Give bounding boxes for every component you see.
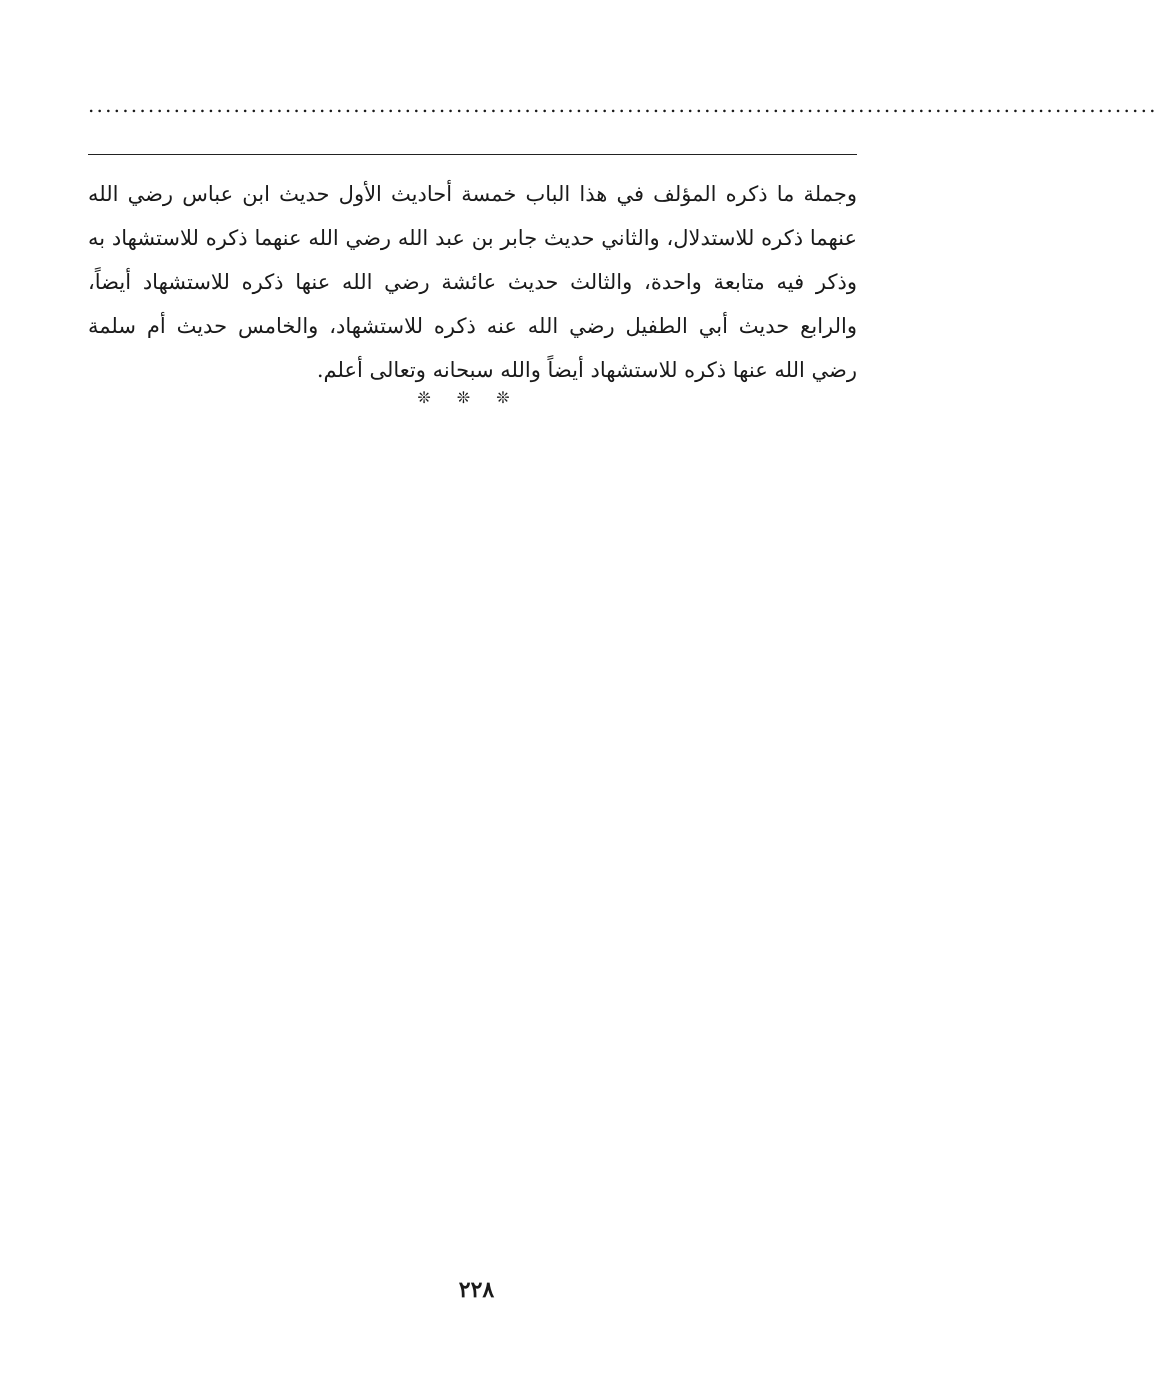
section-end-ornament: ❊❊❊ [417,388,536,407]
paragraph: وجملة ما ذكره المؤلف في هذا الباب خمسة أحاديث الأول حديث ابن عباس رضي الله عنهما ذكره للاستدلال، والثاني حديث جابر بن عبد الله رضي الله عنهما ذكره للاستشهاد به وذكر فيه متابعة واحدة، والثالث حديث عائشة رضي الله عنها ذكره للاستشهاد أيضاً، والرابع حديث أبي الطفيل رضي الله عنه ذكره للاستشهاد، والخامس حديث أم سلمة رضي الله عنها ذكره للاستشهاد أيضاً والله سبحانه وتعالى أعلم. [88,182,857,382]
main-text-block [88,172,857,392]
page-number: ٢٢٨ [458,1277,495,1303]
footnote-dotted-line: ............................................................................................................................. [88,93,1158,117]
separator-rule [88,154,857,155]
